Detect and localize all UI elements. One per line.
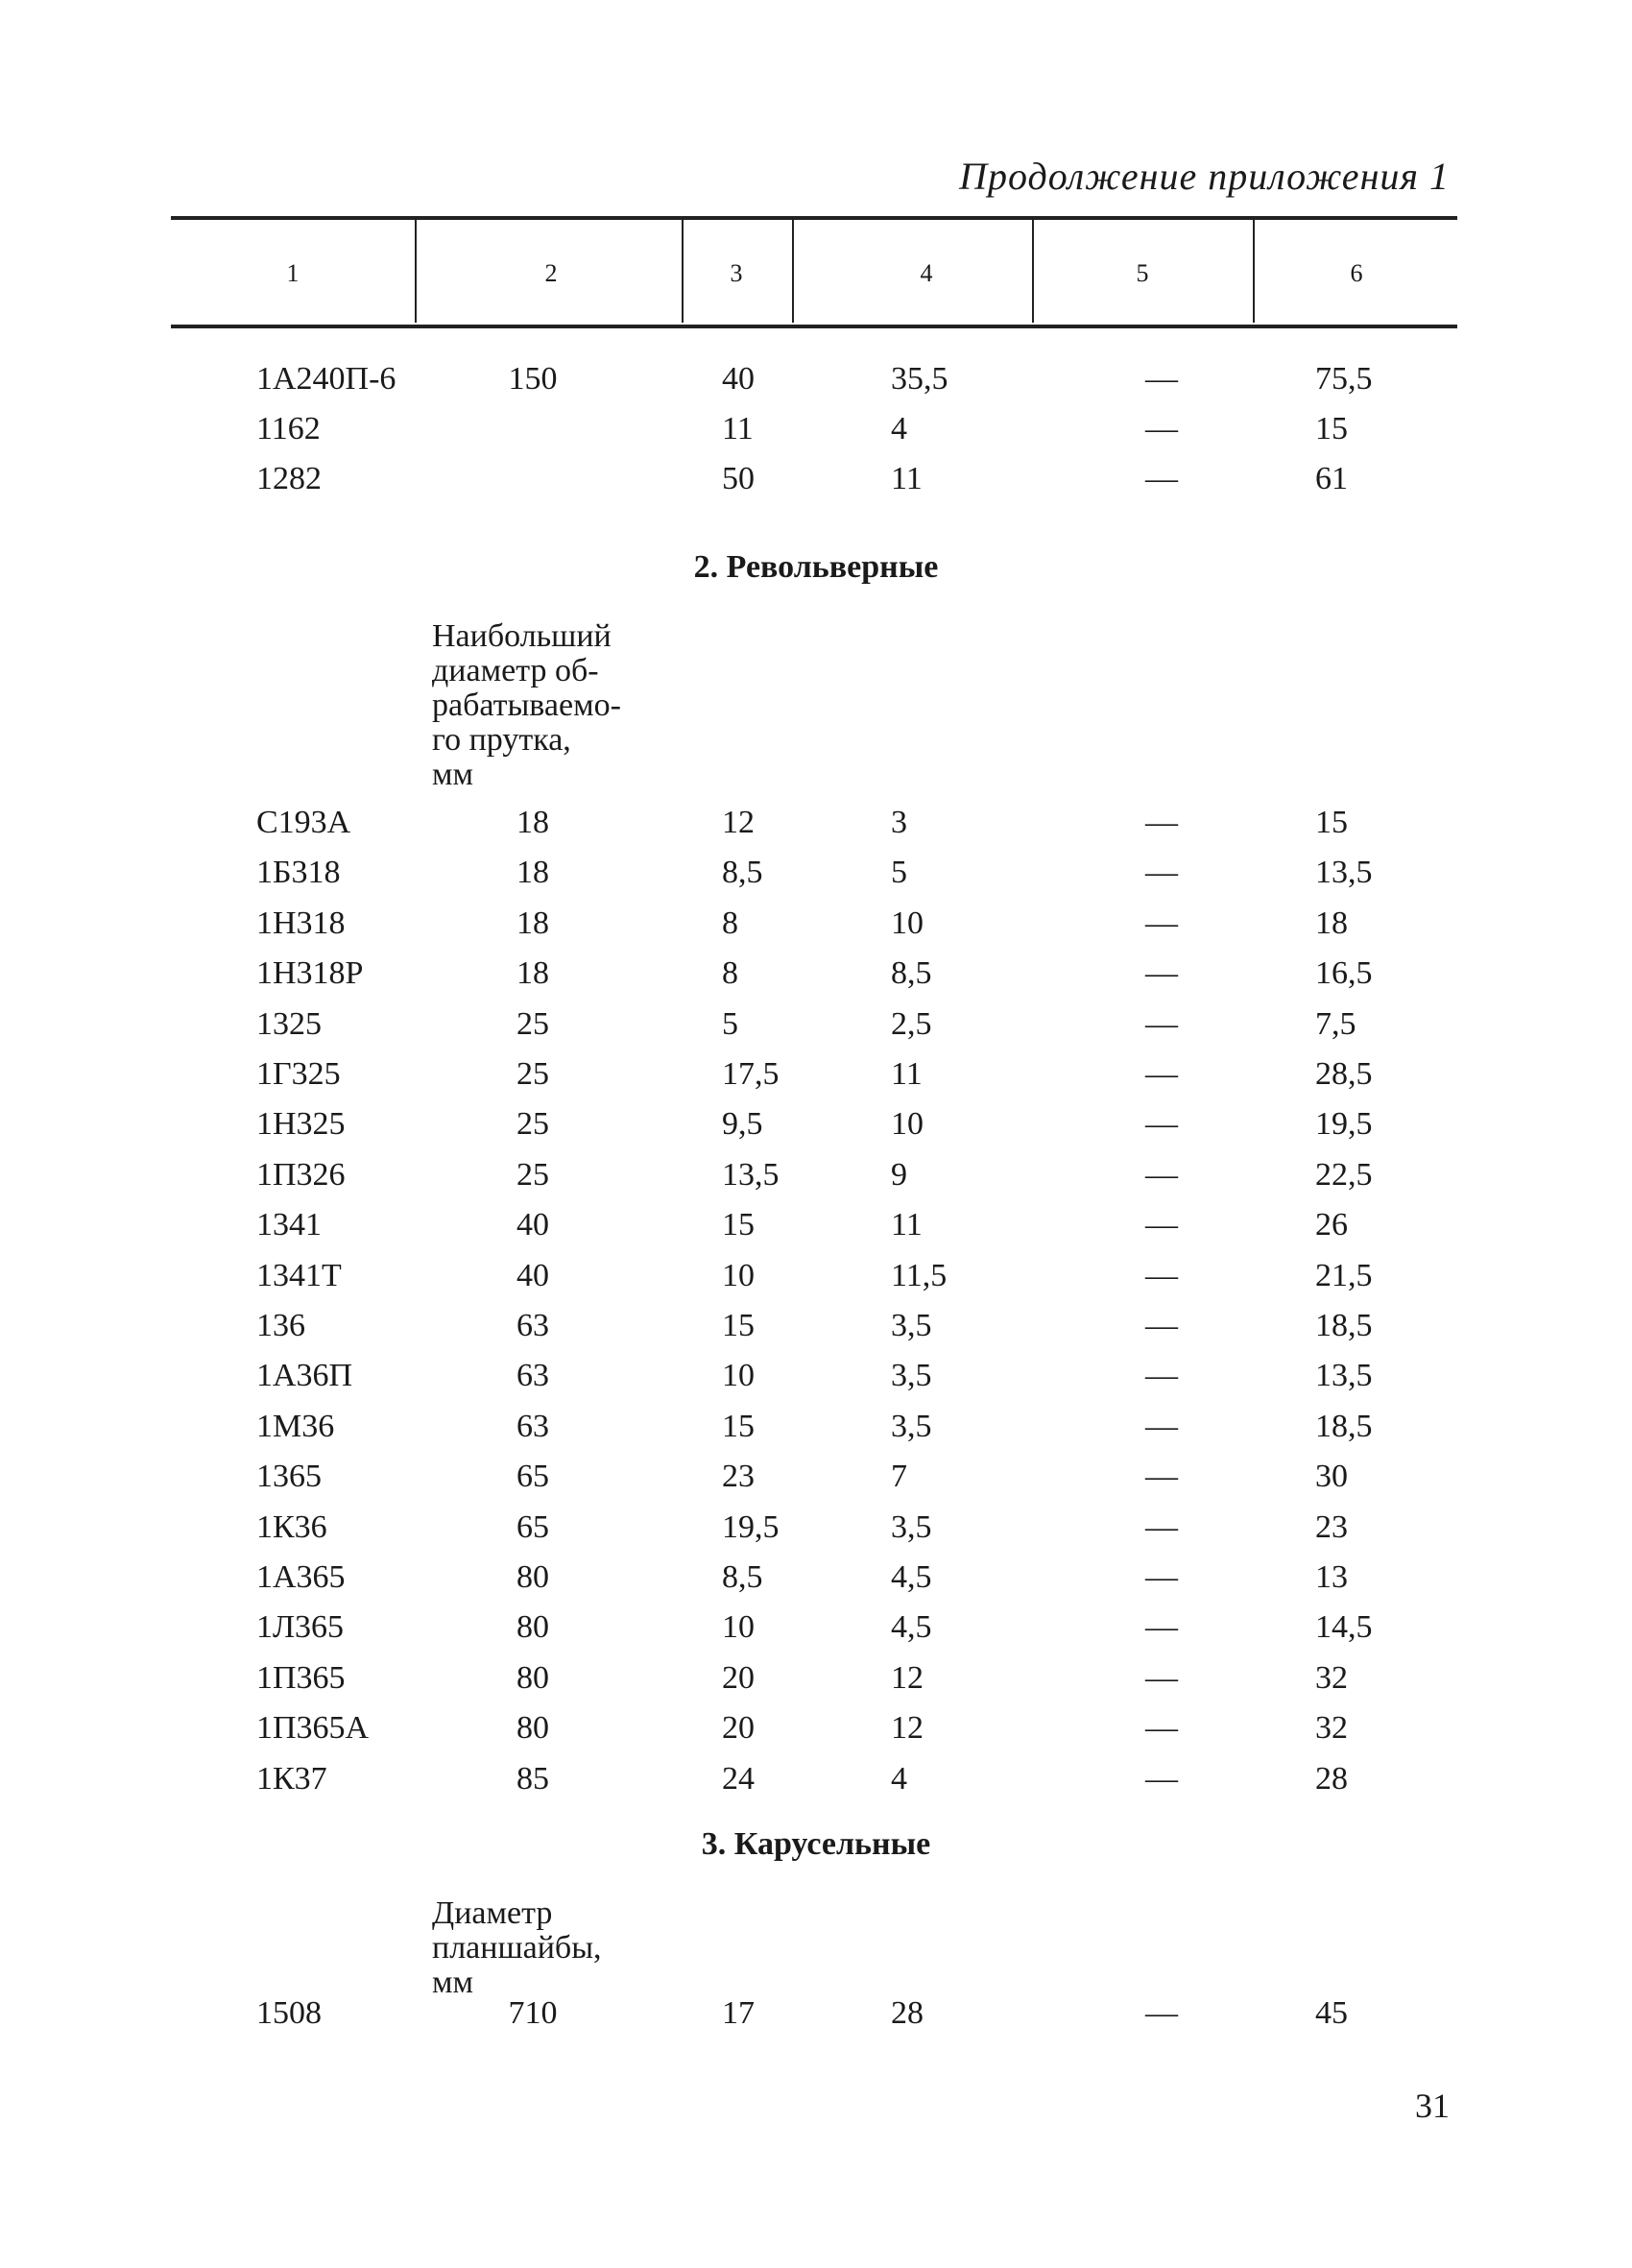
table-cell-col3: 23 (722, 1459, 755, 1495)
table-cell-col4: 3 (891, 805, 907, 840)
table-cell-col5: — (1145, 955, 1178, 992)
table-cell-col4: 11,5 (891, 1257, 948, 1293)
table-row (0, 1710, 1632, 1760)
table-cell-col3: 15 (722, 1408, 755, 1444)
table-cell-col3: 15 (722, 1207, 755, 1243)
table-cell-col5: — (1145, 1659, 1178, 1696)
table-row (0, 1258, 1632, 1308)
table-cell-col2: 63 (516, 1308, 549, 1343)
table-cell-col1: 1М36 (256, 1408, 335, 1444)
note-line: планшайбы, (432, 1930, 602, 1966)
table-cell-col6: 18 (1315, 905, 1348, 941)
table-cell-col3: 8 (722, 905, 738, 941)
table-cell-col6: 32 (1315, 1710, 1348, 1747)
table-cell-col6: 26 (1315, 1207, 1348, 1243)
table-row (0, 411, 1632, 461)
column-number: 3 (730, 259, 743, 287)
table-row (0, 1660, 1632, 1710)
table-cell-col3: 10 (722, 1257, 755, 1293)
table-cell-col4: 4 (891, 1760, 907, 1797)
table-cell-col5: — (1145, 1156, 1178, 1193)
table-cell-col1: 1Н318 (256, 905, 346, 941)
column-separator (792, 219, 794, 323)
table-rule-bottom (171, 325, 1457, 328)
table-cell-col3: 17 (722, 1995, 755, 2031)
table-cell-col3: 10 (722, 1358, 755, 1394)
table-cell-col5: — (1145, 1408, 1178, 1444)
note-line: го прутка, (432, 722, 571, 758)
table-cell-col3: 15 (722, 1308, 755, 1343)
table-cell-col5: — (1145, 361, 1178, 397)
table-cell-col6: 75,5 (1315, 361, 1373, 397)
table-row (0, 1358, 1632, 1408)
table-cell-col2: 25 (516, 1156, 549, 1193)
table-cell-col6: 30 (1315, 1459, 1348, 1495)
table-cell-col4: 11 (891, 1056, 923, 1092)
column-separator (1032, 219, 1034, 323)
table-row (0, 955, 1632, 1005)
table-cell-col2: 63 (516, 1408, 549, 1444)
table-cell-col5: — (1145, 855, 1178, 891)
table-cell-col5: — (1145, 1358, 1178, 1394)
table-cell-col5: — (1145, 1508, 1178, 1545)
table-cell-col3: 24 (722, 1760, 755, 1797)
table-row (0, 1459, 1632, 1508)
table-cell-col1: 1А365 (256, 1559, 346, 1595)
table-cell-col6: 61 (1315, 461, 1348, 496)
table-cell-col2: 85 (516, 1760, 549, 1797)
table-cell-col3: 8,5 (722, 855, 763, 891)
note-line: Диаметр (432, 1895, 553, 1931)
table-cell-col3: 12 (722, 805, 755, 840)
table-row (0, 461, 1632, 511)
table-cell-col5: — (1145, 1995, 1178, 2031)
page-header: Продолжение приложения 1 (959, 155, 1450, 198)
table-cell-col3: 40 (722, 361, 755, 397)
table-cell-col3: 5 (722, 1005, 738, 1042)
table-cell-col5: — (1145, 1459, 1178, 1495)
table-cell-col5: — (1145, 1760, 1178, 1797)
table-cell-col6: 15 (1315, 805, 1348, 840)
table-cell-col1: 1341 (256, 1207, 322, 1243)
table-cell-col3: 20 (722, 1659, 755, 1696)
table-row (0, 1106, 1632, 1156)
table-row (0, 1157, 1632, 1207)
table-cell-col4: 4 (891, 411, 907, 446)
table-cell-col1: 1П365 (256, 1659, 346, 1696)
table-cell-col4: 3,5 (891, 1358, 932, 1394)
table-cell-col5: — (1145, 1005, 1178, 1042)
table-cell-col2: 65 (516, 1508, 549, 1545)
table-cell-col5: — (1145, 1056, 1178, 1092)
table-cell-col3: 17,5 (722, 1056, 780, 1092)
table-cell-col6: 13,5 (1315, 855, 1373, 891)
table-cell-col5: — (1145, 1559, 1178, 1595)
table-cell-col1: 1Б318 (256, 855, 341, 891)
table-cell-col1: 1162 (256, 411, 321, 446)
table-cell-col1: 1365 (256, 1459, 322, 1495)
table-cell-col2: 18 (516, 805, 549, 840)
table-cell-col4: 10 (891, 905, 924, 941)
table-cell-col1: 1Н325 (256, 1106, 346, 1143)
table-cell-col2: 80 (516, 1710, 549, 1747)
table-cell-col4: 5 (891, 855, 907, 891)
table-cell-col2: 80 (516, 1559, 549, 1595)
table-row (0, 1207, 1632, 1257)
table-cell-col6: 7,5 (1315, 1005, 1356, 1042)
table-row (0, 1006, 1632, 1056)
table-cell-col1: 1Н318Р (256, 955, 364, 992)
table-cell-col2: 80 (516, 1659, 549, 1696)
table-cell-col1: 1К36 (256, 1508, 327, 1545)
table-row (0, 855, 1632, 905)
table-row (0, 1609, 1632, 1659)
table-cell-col1: 1А36П (256, 1358, 353, 1394)
table-cell-col1: 1282 (256, 461, 322, 496)
table-cell-col4: 10 (891, 1106, 924, 1143)
table-cell-col6: 23 (1315, 1508, 1348, 1545)
table-cell-col6: 19,5 (1315, 1106, 1373, 1143)
table-cell-col3: 8,5 (722, 1559, 763, 1595)
table-cell-col6: 18,5 (1315, 1308, 1373, 1343)
table-cell-col6: 28,5 (1315, 1056, 1373, 1092)
table-rule-top (171, 216, 1457, 220)
table-cell-col1: 1508 (256, 1995, 322, 2031)
table-cell-col6: 21,5 (1315, 1257, 1373, 1293)
column-separator (415, 219, 417, 323)
table-cell-col4: 7 (891, 1459, 907, 1495)
table-cell-col5: — (1145, 905, 1178, 941)
table-cell-col2: 80 (516, 1609, 549, 1646)
column-number: 4 (920, 259, 933, 287)
table-cell-col5: — (1145, 1710, 1178, 1747)
table-cell-col4: 12 (891, 1710, 924, 1747)
table-cell-col2: 40 (516, 1207, 549, 1243)
table-cell-col3: 10 (722, 1609, 755, 1646)
table-row (0, 805, 1632, 855)
table-cell-col3: 13,5 (722, 1156, 780, 1193)
table-cell-col2: 25 (516, 1056, 549, 1092)
table-cell-col1: 1П326 (256, 1156, 346, 1193)
column-2-note (432, 619, 621, 792)
table-cell-col4: 35,5 (891, 361, 948, 397)
table-cell-col5: — (1145, 1207, 1178, 1243)
table-cell-col5: — (1145, 461, 1178, 496)
table-cell-col3: 50 (722, 461, 755, 496)
table-cell-col1: 1А240П-6 (256, 361, 396, 397)
table-cell-col4: 3,5 (891, 1308, 932, 1343)
table-cell-col6: 18,5 (1315, 1408, 1373, 1444)
table-cell-col3: 9,5 (722, 1106, 763, 1143)
table-cell-col4: 3,5 (891, 1508, 932, 1545)
table-cell-col1: 136 (256, 1308, 305, 1343)
table-cell-col4: 4,5 (891, 1609, 932, 1646)
table-cell-col3: 19,5 (722, 1508, 780, 1545)
table-cell-col5: — (1145, 1106, 1178, 1143)
table-cell-col2: 40 (516, 1257, 549, 1293)
table-cell-col2: 18 (516, 955, 549, 992)
table-cell-col4: 11 (891, 1207, 923, 1243)
table-cell-col1: С193А (256, 805, 351, 840)
table-cell-col4: 12 (891, 1659, 924, 1696)
column-2-note (432, 1896, 602, 2000)
table-cell-col2: 65 (516, 1459, 549, 1495)
section-title: 3. Карусельные (701, 1826, 931, 1862)
table-cell-col6: 13 (1315, 1559, 1348, 1595)
table-cell-col3: 11 (722, 411, 754, 446)
table-cell-col3: 20 (722, 1710, 755, 1747)
table-cell-col4: 2,5 (891, 1005, 932, 1042)
table-cell-col1: 1Г325 (256, 1056, 341, 1092)
table-cell-col5: — (1145, 1257, 1178, 1293)
table-cell-col6: 16,5 (1315, 955, 1373, 992)
table-cell-col4: 3,5 (891, 1408, 932, 1444)
table-row (0, 905, 1632, 955)
table-cell-col2: 18 (516, 905, 549, 941)
table-cell-col1: 1П365А (256, 1710, 370, 1747)
table-cell-col5: — (1145, 1308, 1178, 1343)
table-cell-col1: 1К37 (256, 1760, 327, 1797)
table-cell-col1: 1Л365 (256, 1609, 345, 1646)
column-separator (682, 219, 684, 323)
column-number: 5 (1136, 259, 1149, 287)
table-cell-col6: 13,5 (1315, 1358, 1373, 1394)
table-cell-col4: 9 (891, 1156, 907, 1193)
table-cell-col2: 25 (516, 1005, 549, 1042)
note-line: рабатываемо- (432, 688, 621, 723)
table-cell-col1: 1341Т (256, 1257, 342, 1293)
table-cell-col6: 28 (1315, 1760, 1348, 1797)
table-cell-col6: 15 (1315, 411, 1348, 446)
note-line: мм (432, 1965, 474, 2000)
table-cell-col2: 25 (516, 1106, 549, 1143)
column-number: 6 (1350, 259, 1363, 287)
table-cell-col4: 11 (891, 461, 923, 496)
note-line: Наибольший (432, 618, 612, 654)
table-cell-col5: — (1145, 805, 1178, 840)
table-cell-col1: 1325 (256, 1005, 322, 1042)
table-cell-col5: — (1145, 1609, 1178, 1646)
page-number: 31 (1415, 2087, 1450, 2125)
table-row (0, 1559, 1632, 1609)
table-cell-col6: 32 (1315, 1659, 1348, 1696)
table-cell-col6: 45 (1315, 1995, 1348, 2031)
column-separator (1253, 219, 1255, 323)
column-number: 2 (544, 259, 558, 287)
table-cell-col3: 8 (722, 955, 738, 992)
table-cell-col2: 150 (508, 361, 558, 397)
table-row (0, 361, 1632, 411)
table-cell-col6: 14,5 (1315, 1609, 1373, 1646)
table-cell-col2: 710 (508, 1995, 558, 2031)
table-row (0, 1509, 1632, 1559)
table-cell-col4: 4,5 (891, 1559, 932, 1595)
table-cell-col4: 28 (891, 1995, 924, 2031)
table-cell-col2: 18 (516, 855, 549, 891)
table-row (0, 1409, 1632, 1459)
table-row (0, 1761, 1632, 1811)
table-row (0, 1308, 1632, 1358)
table-row (0, 1056, 1632, 1106)
note-line: мм (432, 757, 474, 792)
column-number: 1 (286, 259, 300, 287)
note-line: диаметр об- (432, 653, 599, 688)
table-cell-col5: — (1145, 411, 1178, 446)
table-cell-col2: 63 (516, 1358, 549, 1394)
table-row (0, 1995, 1632, 2045)
table-cell-col6: 22,5 (1315, 1156, 1373, 1193)
section-title: 2. Револьверные (693, 549, 939, 585)
table-cell-col4: 8,5 (891, 955, 932, 992)
